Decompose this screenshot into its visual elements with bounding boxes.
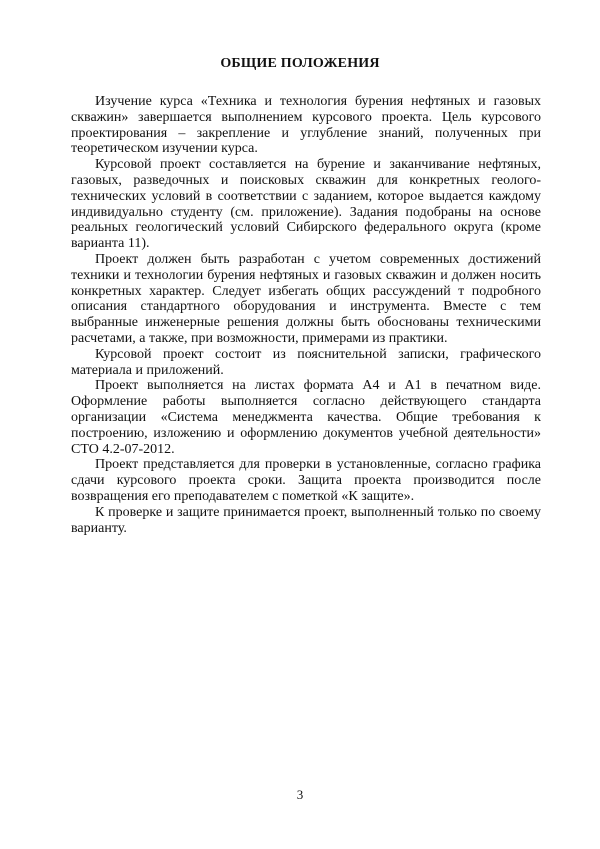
paragraph-submission: Проект представляется для проверки в установленные, согласно графика сдачи курсового проекта сроки. Защита проекта производится после возвращения его преподавателем с пометкой «К защите». xyxy=(71,457,541,504)
paragraph-formatting: Проект выполняется на листах формата А4 и А1 в печатном виде. Оформление работы выполняется согласно действующего стандарта организации «Система менеджмента качества. Общие требования к построению, изложению и оформлению документов учебной деятельности» СТО 4.2-07-2012. xyxy=(71,378,541,457)
paragraph-course-intro: Изучение курса «Техника и технология бурения нефтяных и газовых скважин» завершается выполнением курсового проекта. Цель курсового проектирования – закрепление и углубление знаний, полученных при теоретическом изучении курса. xyxy=(71,94,541,157)
paragraph-project-requirements: Проект должен быть разработан с учетом современных достижений техники и технологии бурения нефтяных и газовых скважин и должен носить конкретных характер. Следует избегать общих рассуждений т подробного описания стандартного оборудования и инструмента. Вместе с тем выбранные инженерные решения должны быть обоснованы техническими расчетами, а также, при возможности, примерами из практики. xyxy=(71,251,541,346)
paragraph-project-composition: Курсовой проект состоит из пояснительной записки, графического материала и приложений. xyxy=(71,346,541,378)
paragraph-project-scope: Курсовой проект составляется на бурение и заканчивание нефтяных, газовых, разведочных и поисковых скважин для конкретных геолого-технических условий в соответствии с заданием, которое выдается каждому индивидуально студенту (см. приложение). Задания подобраны на основе реальных геологический условий Сибирского федерального округа (кроме варианта 11). xyxy=(71,157,541,252)
paragraph-defense: К проверке и защите принимается проект, выполненный только по своему варианту. xyxy=(71,504,541,536)
body-text xyxy=(71,94,541,536)
page-number: 3 xyxy=(296,787,304,802)
page-title: ОБЩИЕ ПОЛОЖЕНИЯ xyxy=(220,56,380,71)
